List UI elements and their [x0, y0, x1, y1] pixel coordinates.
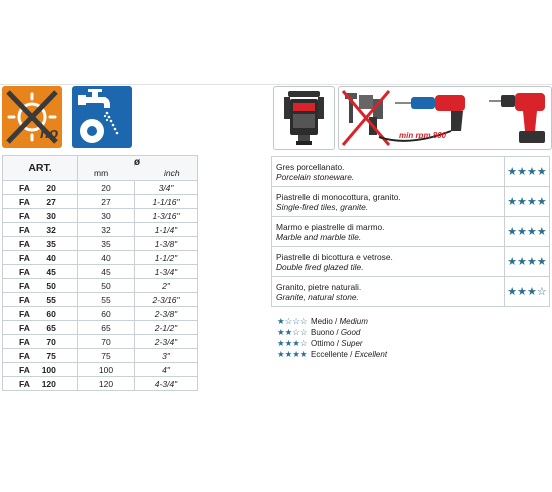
- diameter-mm: 32: [78, 223, 135, 237]
- diameter-mm: 70: [78, 335, 135, 349]
- header-inch: inch: [164, 168, 180, 178]
- article-prefix: FA: [19, 182, 30, 193]
- article-prefix: FA: [19, 280, 30, 291]
- material-description: [272, 187, 505, 217]
- legend-stars: ★★★★: [277, 349, 308, 359]
- material-name-it: Piastrelle di monocottura, granito.: [276, 191, 401, 202]
- diameter-mm: 40: [78, 251, 135, 265]
- article-code: [3, 195, 78, 209]
- article-number: 65: [46, 322, 56, 333]
- article-prefix: FA: [19, 238, 30, 249]
- top-divider: [0, 84, 552, 85]
- material-rating-table: [271, 156, 550, 307]
- header-art: ART.: [3, 156, 78, 181]
- legend-item: [277, 327, 387, 338]
- star-rating: ★★★★: [505, 187, 550, 217]
- article-code: [3, 377, 78, 391]
- star-rating: ★★★★: [505, 247, 550, 277]
- table-row: [3, 181, 198, 195]
- table-row: [3, 321, 198, 335]
- diameter-inch: 2-3/8": [135, 307, 198, 321]
- article-number: 120: [41, 378, 56, 389]
- header-diameter: [78, 156, 198, 181]
- article-prefix: FA: [19, 196, 30, 207]
- legend-label-en: Excellent: [354, 350, 388, 359]
- legend-separator: /: [332, 317, 340, 326]
- diameter-mm: 20: [78, 181, 135, 195]
- breaker-machine-icon: [273, 86, 335, 150]
- article-number: 40: [46, 252, 56, 263]
- diameter-inch: 1-1/4": [135, 223, 198, 237]
- article-code: [3, 279, 78, 293]
- table-row: [272, 217, 550, 247]
- material-name-en: Granite, natural stone.: [276, 291, 359, 302]
- article-number: 20: [46, 182, 56, 193]
- diameter-inch: 1-3/16": [135, 209, 198, 223]
- article-number: 45: [46, 266, 56, 277]
- article-code: [3, 293, 78, 307]
- table-row: [3, 377, 198, 391]
- table-row: [3, 223, 198, 237]
- legend-item: [277, 338, 387, 349]
- table-row: [3, 237, 198, 251]
- article-prefix: FA: [19, 308, 30, 319]
- material-name-en: Single-fired tiles, granite.: [276, 201, 369, 212]
- material-description: [272, 277, 505, 307]
- legend-item: [277, 349, 387, 360]
- diameter-inch: 1-1/2": [135, 251, 198, 265]
- article-code: [3, 363, 78, 377]
- diameter-inch: 3": [135, 349, 198, 363]
- material-description: [272, 217, 505, 247]
- header-mm: mm: [94, 168, 109, 178]
- article-code: [3, 265, 78, 279]
- article-number: 30: [46, 210, 56, 221]
- table-row: [272, 247, 550, 277]
- article-code: [3, 307, 78, 321]
- article-prefix: FA: [19, 350, 30, 361]
- article-code: [3, 237, 78, 251]
- diameter-mm: 65: [78, 321, 135, 335]
- no-water-label: no: [40, 125, 59, 142]
- table-header-row: [3, 156, 198, 181]
- diameter-inch: 4-3/4": [135, 377, 198, 391]
- diameter-symbol: ø: [134, 157, 141, 168]
- article-number: 50: [46, 280, 56, 291]
- legend-label-en: Super: [341, 339, 363, 348]
- legend-label-it: Ottimo: [311, 339, 335, 348]
- article-number: 27: [46, 196, 56, 207]
- legend-separator: /: [347, 350, 355, 359]
- article-code: [3, 349, 78, 363]
- legend-stars: ★★★☆: [277, 338, 308, 348]
- diameter-mm: 120: [78, 377, 135, 391]
- table-row: [3, 363, 198, 377]
- article-prefix: FA: [19, 378, 30, 389]
- water-tap-icon: [72, 86, 132, 148]
- legend-separator: /: [334, 328, 341, 337]
- diameter-inch: 2-3/4": [135, 335, 198, 349]
- rating-legend: [277, 316, 387, 360]
- rpm-label: min rpm 800: [399, 131, 447, 140]
- table-row: [272, 157, 550, 187]
- article-number: 35: [46, 238, 56, 249]
- legend-label-en: Medium: [339, 317, 368, 326]
- material-name-it: Piastrelle di bicottura e vetrose.: [276, 251, 393, 262]
- diameter-mm: 30: [78, 209, 135, 223]
- legend-stars: ★★☆☆: [277, 327, 308, 337]
- material-name-it: Gres porcellanato.: [276, 161, 345, 172]
- diameter-mm: 100: [78, 363, 135, 377]
- legend-label-en: Good: [340, 328, 361, 337]
- table-row: [3, 209, 198, 223]
- diameter-mm: 55: [78, 293, 135, 307]
- material-name-it: Granito, pietre naturali.: [276, 281, 362, 292]
- article-prefix: FA: [19, 294, 30, 305]
- article-prefix: FA: [19, 364, 30, 375]
- diameter-inch: 1-3/8": [135, 237, 198, 251]
- diameter-inch: 1-1/16": [135, 195, 198, 209]
- diameter-mm: 27: [78, 195, 135, 209]
- legend-stars: ★☆☆☆: [277, 316, 308, 326]
- table-row: [272, 277, 550, 307]
- article-code: [3, 335, 78, 349]
- legend-label-it: Buono: [311, 328, 335, 337]
- article-number: 70: [46, 336, 56, 347]
- diameter-mm: 50: [78, 279, 135, 293]
- diameter-mm: 35: [78, 237, 135, 251]
- table-row: [3, 307, 198, 321]
- legend-item: [277, 316, 387, 327]
- article-prefix: FA: [19, 224, 30, 235]
- legend-separator: /: [334, 339, 342, 348]
- diameter-mm: 75: [78, 349, 135, 363]
- table-row: [3, 279, 198, 293]
- star-rating: ★★★★: [505, 157, 550, 187]
- diameter-inch: 1-3/4": [135, 265, 198, 279]
- table-row: [3, 335, 198, 349]
- table-row: [272, 187, 550, 217]
- article-prefix: FA: [19, 336, 30, 347]
- article-prefix: FA: [19, 210, 30, 221]
- diameter-inch: 4": [135, 363, 198, 377]
- material-name-en: Marble and marble tile.: [276, 231, 362, 242]
- product-size-table: [2, 155, 198, 391]
- article-number: 32: [46, 224, 56, 235]
- article-prefix: FA: [19, 322, 30, 333]
- article-prefix: FA: [19, 252, 30, 263]
- table-row: [3, 349, 198, 363]
- legend-label-it: Medio: [311, 317, 333, 326]
- article-number: 55: [46, 294, 56, 305]
- material-name-en: Porcelain stoneware.: [276, 171, 355, 182]
- star-rating: ★★★☆: [505, 277, 550, 307]
- article-number: 75: [46, 350, 56, 361]
- star-rating: ★★★★: [505, 217, 550, 247]
- article-code: [3, 209, 78, 223]
- table-row: [3, 251, 198, 265]
- table-row: [3, 293, 198, 307]
- article-code: [3, 181, 78, 195]
- article-code: [3, 223, 78, 237]
- table-row: [3, 195, 198, 209]
- no-water-icon: [2, 86, 62, 148]
- drills-icon: [338, 86, 552, 150]
- diameter-inch: 2-3/16": [135, 293, 198, 307]
- article-code: [3, 251, 78, 265]
- article-code: [3, 321, 78, 335]
- diameter-mm: 60: [78, 307, 135, 321]
- article-number: 60: [46, 308, 56, 319]
- legend-label-it: Eccellente: [311, 350, 348, 359]
- diameter-mm: 45: [78, 265, 135, 279]
- article-prefix: FA: [19, 266, 30, 277]
- material-description: [272, 247, 505, 277]
- diameter-inch: 2-1/2": [135, 321, 198, 335]
- diameter-inch: 2": [135, 279, 198, 293]
- material-name-it: Marmo e piastrelle di marmo.: [276, 221, 385, 232]
- material-name-en: Double fired glazed tile.: [276, 261, 364, 272]
- diameter-inch: 3/4": [135, 181, 198, 195]
- material-description: [272, 157, 505, 187]
- table-row: [3, 265, 198, 279]
- article-number: 100: [41, 364, 56, 375]
